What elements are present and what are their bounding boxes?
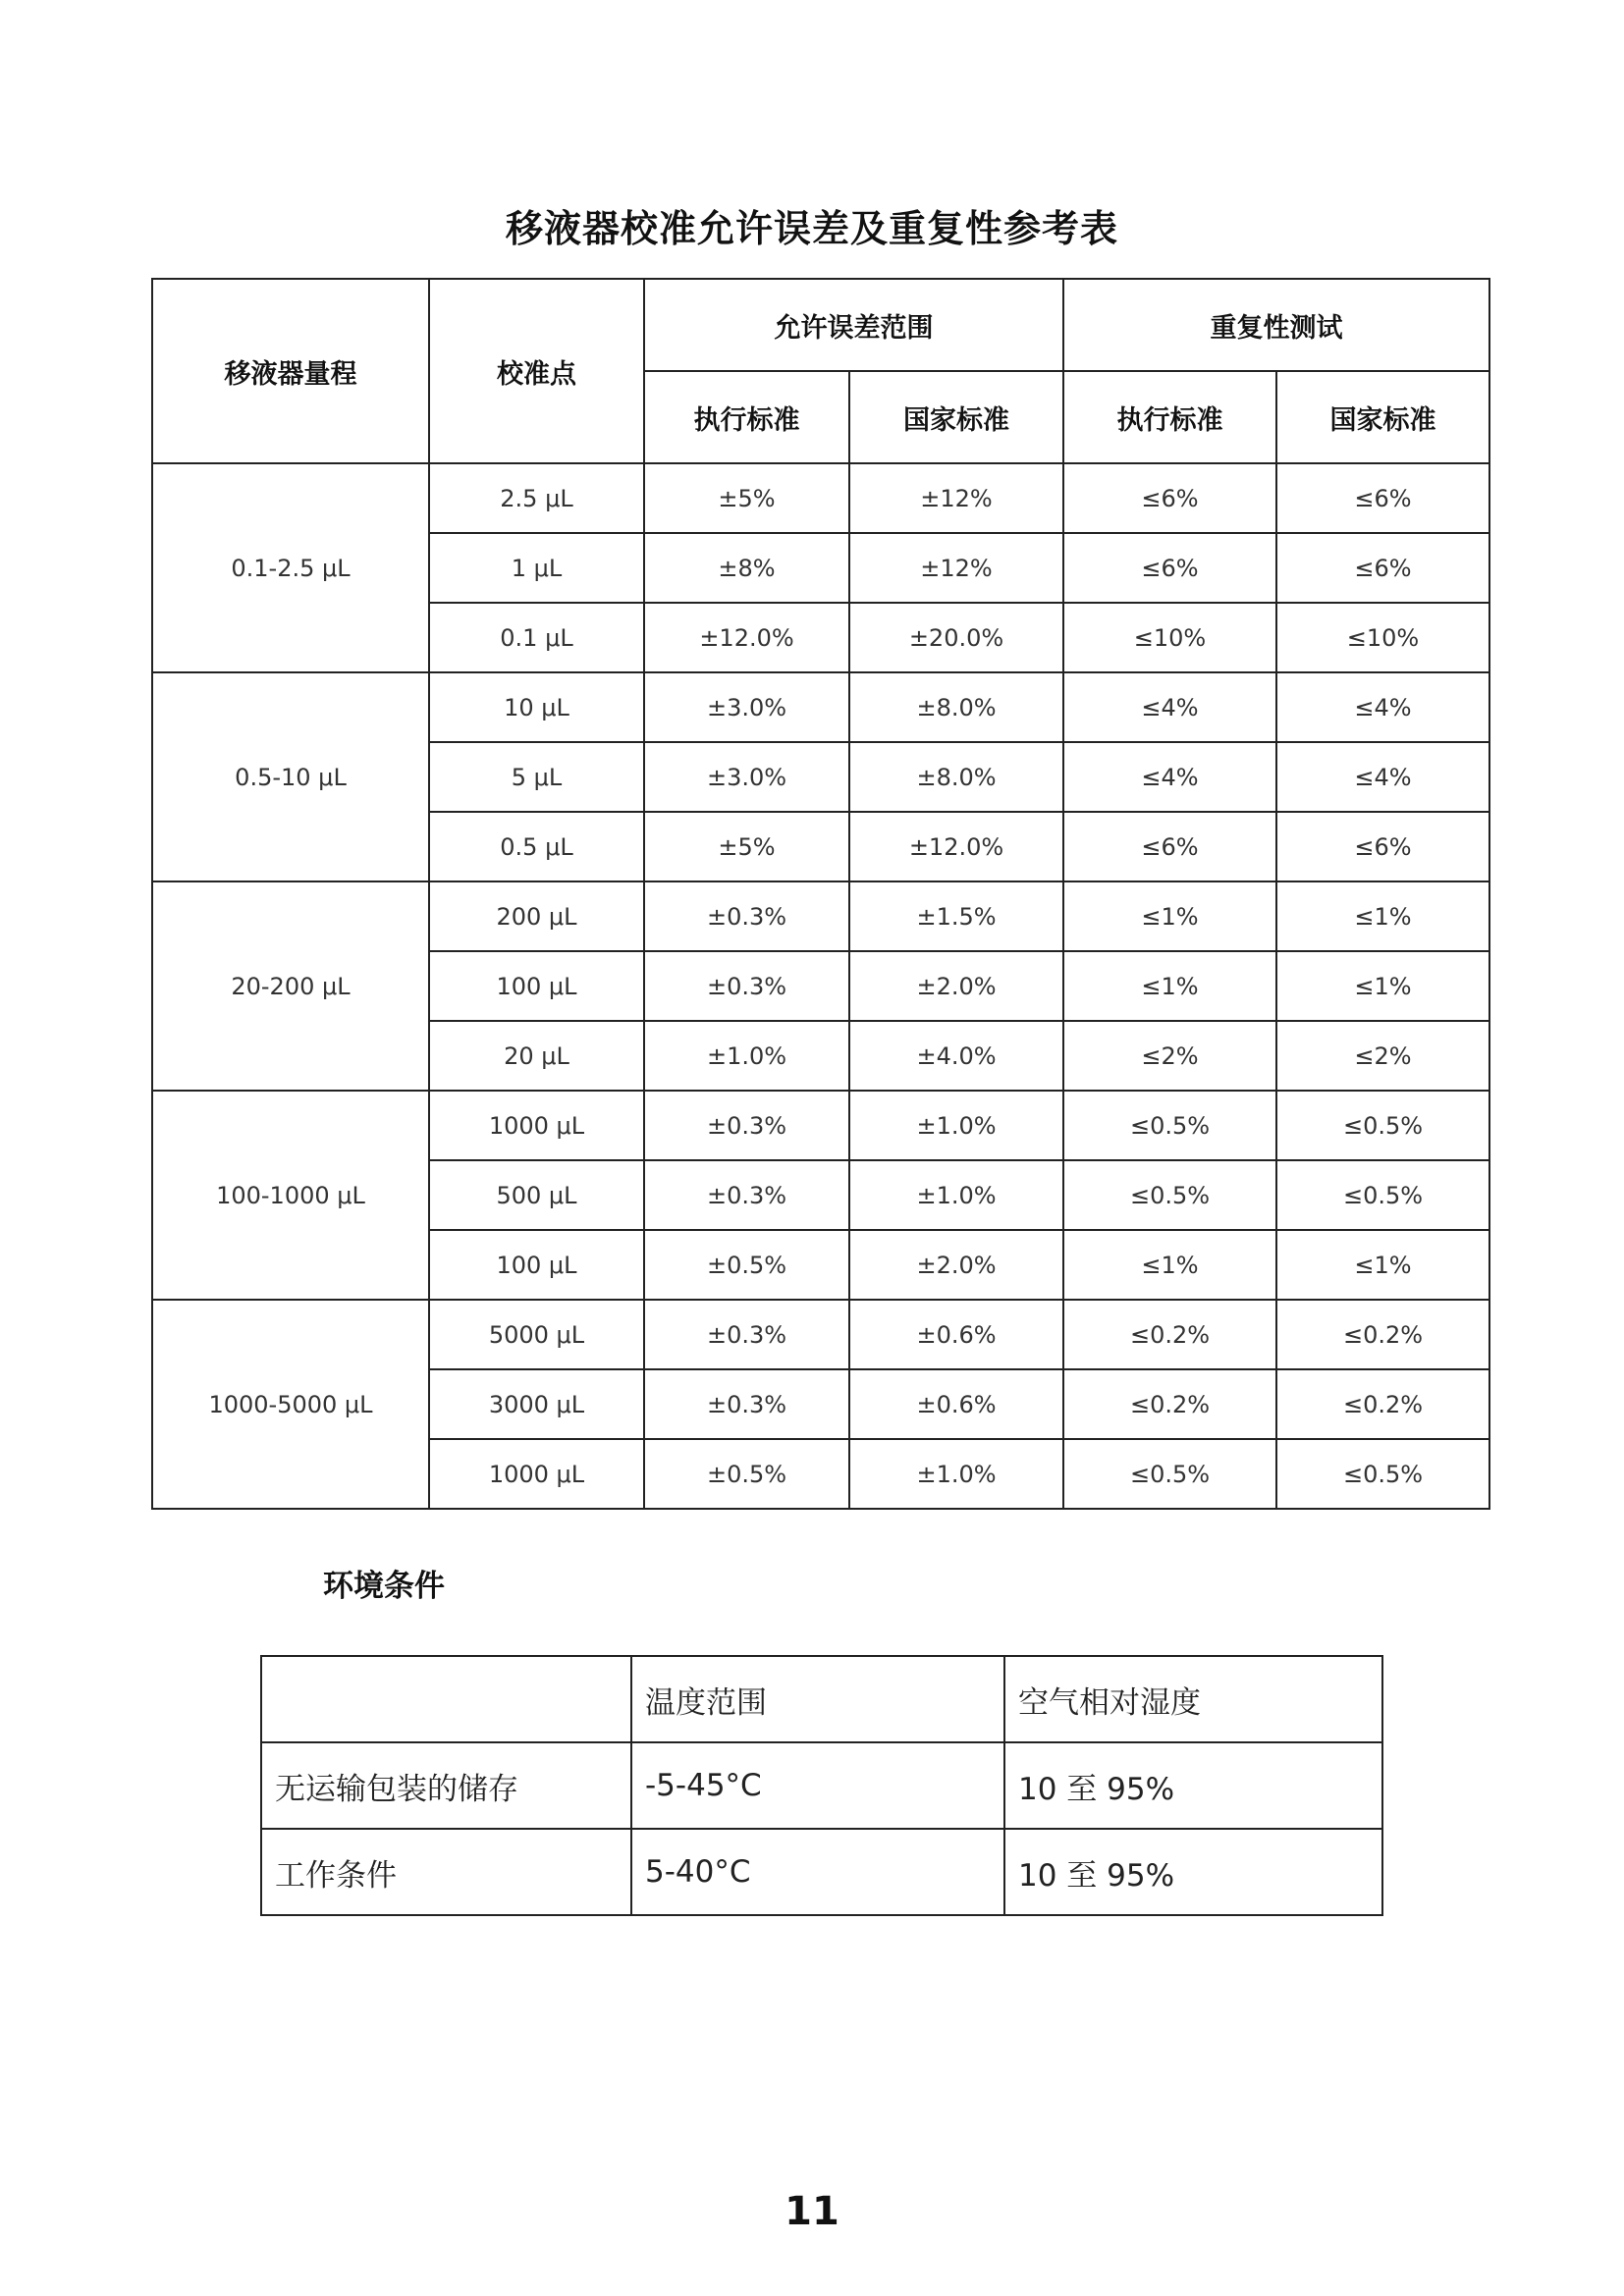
error-exec-value: ±0.3% — [644, 1300, 849, 1369]
environment-row — [261, 1829, 1382, 1915]
calibration-point: 1 μL — [429, 533, 644, 603]
environment-table-body — [261, 1656, 1382, 1915]
calibration-point: 1000 μL — [429, 1091, 644, 1160]
calibration-point: 0.5 μL — [429, 812, 644, 881]
calibration-point: 5 μL — [429, 742, 644, 812]
header-error-national: 国家标准 — [849, 371, 1063, 463]
table-row — [152, 1300, 1489, 1369]
temperature-value: -5-45°C — [631, 1742, 1004, 1829]
error-exec-value: ±0.3% — [644, 951, 849, 1021]
calibration-table-body — [152, 463, 1489, 1509]
table-row — [152, 881, 1489, 951]
calibration-point: 5000 μL — [429, 1300, 644, 1369]
calibration-point: 100 μL — [429, 951, 644, 1021]
header-range: 移液器量程 — [152, 279, 429, 463]
repeat-exec-value: ≤0.5% — [1063, 1091, 1276, 1160]
header-error-exec: 执行标准 — [644, 371, 849, 463]
calibration-point: 3000 μL — [429, 1369, 644, 1439]
error-exec-value: ±5% — [644, 812, 849, 881]
table-row — [152, 672, 1489, 742]
repeat-national-value: ≤1% — [1276, 1230, 1489, 1300]
page-title: 移液器校准允许误差及重复性参考表 — [505, 207, 1118, 250]
error-national-value: ±8.0% — [849, 742, 1063, 812]
repeat-national-value: ≤1% — [1276, 951, 1489, 1021]
repeat-exec-value: ≤1% — [1063, 951, 1276, 1021]
calibration-point: 100 μL — [429, 1230, 644, 1300]
repeat-national-value: ≤6% — [1276, 812, 1489, 881]
condition-label: 无运输包装的储存 — [261, 1742, 631, 1829]
error-national-value: ±1.0% — [849, 1439, 1063, 1509]
error-exec-value: ±1.0% — [644, 1021, 849, 1091]
repeat-national-value: ≤2% — [1276, 1021, 1489, 1091]
repeat-exec-value: ≤6% — [1063, 812, 1276, 881]
calibration-point: 20 μL — [429, 1021, 644, 1091]
error-exec-value: ±0.3% — [644, 1160, 849, 1230]
range-cell: 0.5-10 μL — [152, 672, 429, 881]
repeat-exec-value: ≤2% — [1063, 1021, 1276, 1091]
repeat-national-value: ≤1% — [1276, 881, 1489, 951]
table-row — [152, 463, 1489, 533]
header-error-group: 允许误差范围 — [644, 279, 1063, 371]
header-point: 校准点 — [429, 279, 644, 463]
range-cell: 0.1-2.5 μL — [152, 463, 429, 672]
repeat-national-value: ≤4% — [1276, 672, 1489, 742]
error-national-value: ±12.0% — [849, 812, 1063, 881]
error-exec-value: ±3.0% — [644, 742, 849, 812]
environment-header-blank — [261, 1656, 631, 1742]
repeat-national-value: ≤0.5% — [1276, 1091, 1489, 1160]
repeat-exec-value: ≤0.2% — [1063, 1300, 1276, 1369]
page-number: 11 — [785, 2189, 839, 2234]
header-repeat-exec: 执行标准 — [1063, 371, 1276, 463]
repeat-exec-value: ≤4% — [1063, 672, 1276, 742]
calibration-point: 10 μL — [429, 672, 644, 742]
repeat-exec-value: ≤0.2% — [1063, 1369, 1276, 1439]
repeat-exec-value: ≤6% — [1063, 463, 1276, 533]
error-national-value: ±8.0% — [849, 672, 1063, 742]
repeat-exec-value: ≤1% — [1063, 881, 1276, 951]
calibration-point: 1000 μL — [429, 1439, 644, 1509]
calibration-table — [151, 278, 1490, 1510]
calibration-point: 0.1 μL — [429, 603, 644, 672]
error-exec-value: ±0.3% — [644, 1369, 849, 1439]
environment-header-humidity: 空气相对湿度 — [1004, 1656, 1382, 1742]
humidity-value: 10 至 95% — [1004, 1829, 1382, 1915]
repeat-national-value: ≤6% — [1276, 463, 1489, 533]
repeat-national-value: ≤0.2% — [1276, 1369, 1489, 1439]
repeat-exec-value: ≤0.5% — [1063, 1439, 1276, 1509]
error-national-value: ±0.6% — [849, 1369, 1063, 1439]
repeat-exec-value: ≤4% — [1063, 742, 1276, 812]
environment-table — [260, 1655, 1383, 1916]
range-cell: 1000-5000 μL — [152, 1300, 429, 1509]
repeat-national-value: ≤0.5% — [1276, 1160, 1489, 1230]
repeat-national-value: ≤4% — [1276, 742, 1489, 812]
error-national-value: ±1.0% — [849, 1160, 1063, 1230]
error-exec-value: ±5% — [644, 463, 849, 533]
repeat-national-value: ≤10% — [1276, 603, 1489, 672]
error-national-value: ±4.0% — [849, 1021, 1063, 1091]
environment-header-temperature: 温度范围 — [631, 1656, 1004, 1742]
range-cell: 100-1000 μL — [152, 1091, 429, 1300]
error-national-value: ±1.0% — [849, 1091, 1063, 1160]
range-cell: 20-200 μL — [152, 881, 429, 1091]
error-national-value: ±2.0% — [849, 951, 1063, 1021]
repeat-exec-value: ≤1% — [1063, 1230, 1276, 1300]
calibration-point: 2.5 μL — [429, 463, 644, 533]
repeat-exec-value: ≤6% — [1063, 533, 1276, 603]
error-exec-value: ±0.3% — [644, 881, 849, 951]
header-repeat-national: 国家标准 — [1276, 371, 1489, 463]
error-national-value: ±20.0% — [849, 603, 1063, 672]
condition-label: 工作条件 — [261, 1829, 631, 1915]
error-national-value: ±0.6% — [849, 1300, 1063, 1369]
error-national-value: ±12% — [849, 463, 1063, 533]
environment-row — [261, 1742, 1382, 1829]
repeat-national-value: ≤0.5% — [1276, 1439, 1489, 1509]
error-exec-value: ±8% — [644, 533, 849, 603]
error-exec-value: ±12.0% — [644, 603, 849, 672]
calibration-point: 200 μL — [429, 881, 644, 951]
environment-heading: 环境条件 — [323, 1569, 445, 1604]
error-exec-value: ±0.5% — [644, 1230, 849, 1300]
repeat-national-value: ≤6% — [1276, 533, 1489, 603]
temperature-value: 5-40°C — [631, 1829, 1004, 1915]
repeat-exec-value: ≤0.5% — [1063, 1160, 1276, 1230]
error-national-value: ±1.5% — [849, 881, 1063, 951]
error-exec-value: ±0.3% — [644, 1091, 849, 1160]
repeat-exec-value: ≤10% — [1063, 603, 1276, 672]
calibration-point: 500 μL — [429, 1160, 644, 1230]
error-national-value: ±2.0% — [849, 1230, 1063, 1300]
error-exec-value: ±3.0% — [644, 672, 849, 742]
humidity-value: 10 至 95% — [1004, 1742, 1382, 1829]
table-row — [152, 1091, 1489, 1160]
environment-header-row — [261, 1656, 1382, 1742]
repeat-national-value: ≤0.2% — [1276, 1300, 1489, 1369]
error-exec-value: ±0.5% — [644, 1439, 849, 1509]
header-repeat-group: 重复性测试 — [1063, 279, 1489, 371]
error-national-value: ±12% — [849, 533, 1063, 603]
